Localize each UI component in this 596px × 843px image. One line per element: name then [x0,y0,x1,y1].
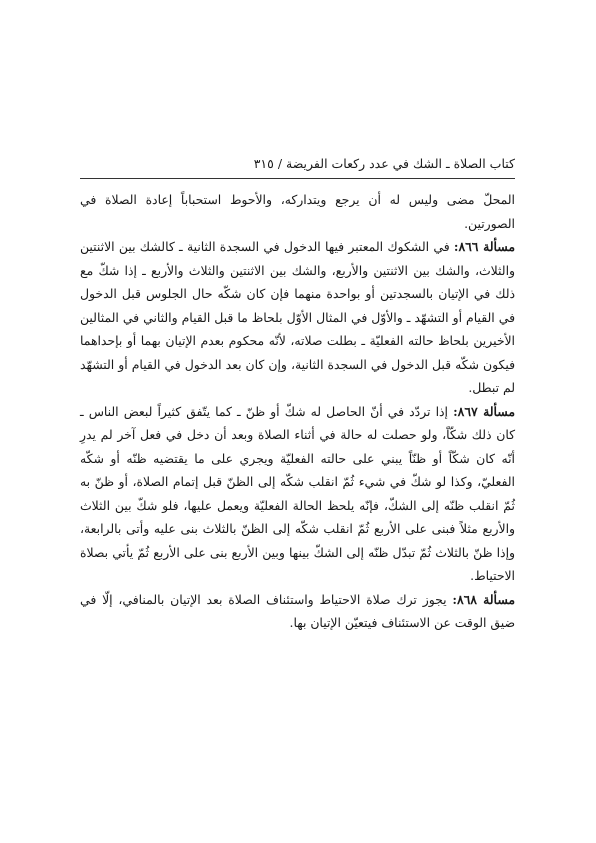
paragraph-text: يجوز ترك صلاة الاحتياط واستئناف الصلاة بعد الإتيان بالمنافي، إلّا في ضيق الوقت عن الاستئناف فيتعيّن الإتيان بها. [80,591,515,630]
paragraph-text: إذا تردّد في أنّ الحاصل له شكّ أو ظنّ ـ كما يتّفق كثيراً لبعض الناس ـ كان ذلك شكّاً، ولو حصلت له حالة في أثناء الصلاة وبعد أن دخل في فعل آخر لم يدرِ أنّه كان شكّاً أو ظنّاً يبني على حالته الفعليّة ويجري على ما يقتضيه ظنّه أو شكّه الفعليّ، وكذا لو شكّ في شيء ثُمّ انقلب شكّه إلى الظنّ قبل إتمام الصلاة، أو ظنّ به ثُمّ انقلب ظنّه إلى الشكّ، فإنّه يلحظ الحالة الفعليّة ويعمل عليها، فلو شكّ بين الثلاث والأربع مثلاً فبنى على الأربع ثُمّ انقلب شكّه إلى الظنّ بالثلاث بنى عليه وأتى بالرابعة، وإذا ظنّ بالثلاث ثُمّ تبدّل ظنّه إلى الشكّ بينها وبين الأربع بنى على الأربع ثُمّ يأتي بصلاة الاحتياط. [80,403,515,583]
running-header [80,153,515,175]
issue-label: مسألة ٨٦٦: [453,239,515,254]
header-rule [80,178,515,179]
paragraph [80,400,515,588]
paragraph [80,235,515,400]
paragraph [80,588,515,635]
running-title: كتاب الصلاة ـ الشك في عدد ركعات الفريضة / ٣١٥ [253,156,515,171]
paragraph-text: المحلّ مضى وليس له أن يرجع ويتداركه، والأحوط استحباباً إعادة الصلاة في الصورتين. [80,192,515,231]
paragraph [80,188,515,235]
page-body [80,188,515,635]
issue-label: مسألة ٨٦٧: [453,403,516,419]
paragraph-text: في الشكوك المعتبر فيها الدخول في السجدة الثانية ـ كالشك بين الاثنتين والثلاث، والشك بين الاثنتين والأربع، والشك بين الاثنتين والثلاث والأربع ـ إذا شكّ مع ذلك في الإتيان بالسجدتين أو بواحدة منهما فإن كان شكّه حال الجلوس قبل الدخول في القيام أو التشهّد ـ والأوّل في المثال الأوّل بلحاظ ما قبل القيام والثاني في المثالين الأخيرين بلحاظ حالته الفعليّة ـ بطلت صلاته، لأنّه محكوم بعدم الإتيان بهما أو بإحداهما فيكون شكّه قبل الدخول في السجدة الثانية، وإن كان بعد الدخول في القيام أو التشهّد لم تبطل. [80,239,515,395]
issue-label: مسألة ٨٦٨: [452,591,516,607]
